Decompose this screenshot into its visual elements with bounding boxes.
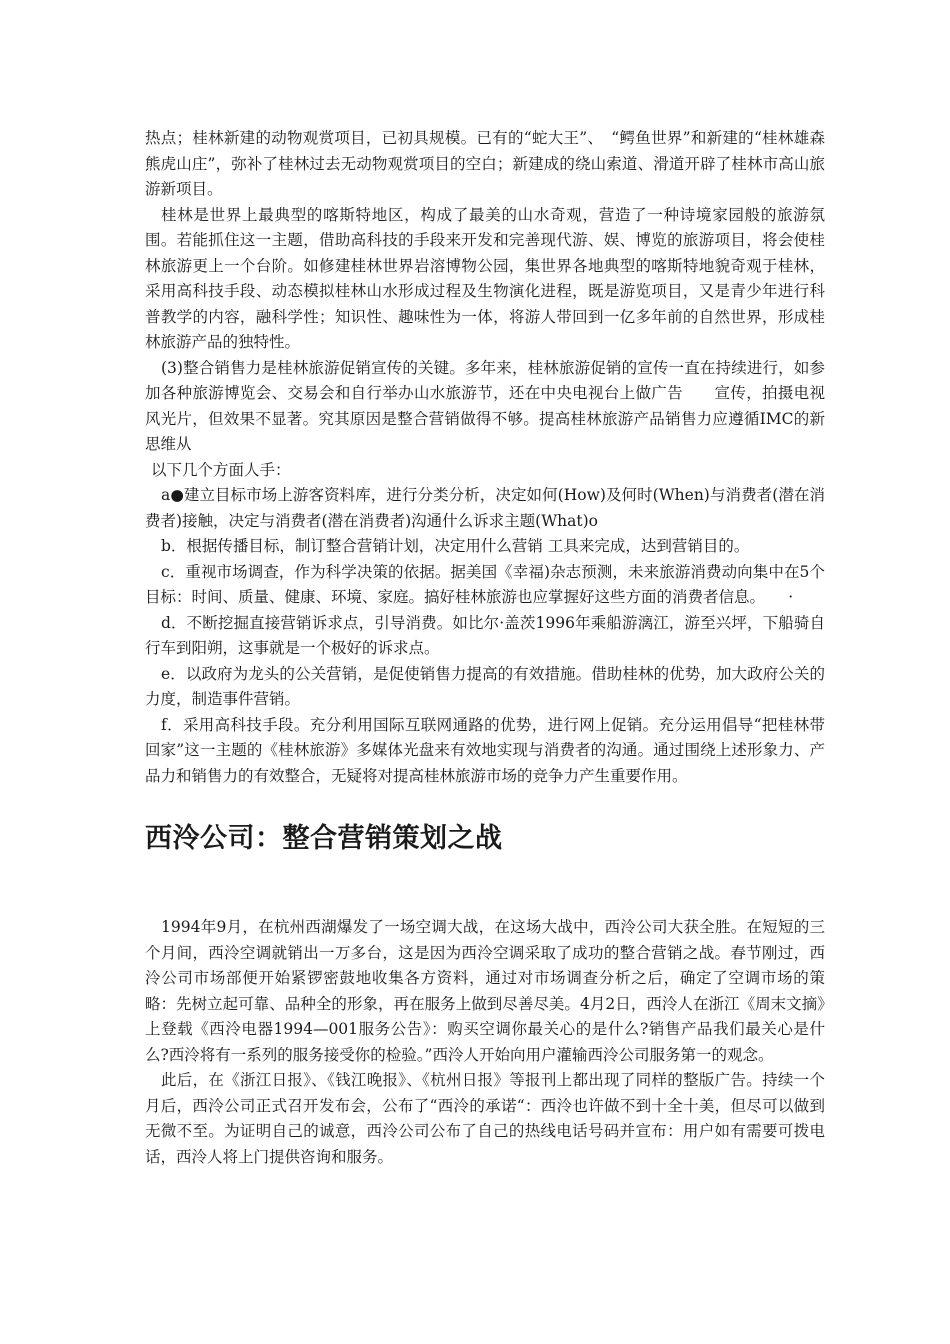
paragraph: 热点；桂林新建的动物观赏项目，已初具规模。已有的“蛇大王”、 “鳄鱼世界”和新建的“桂林雄森熊虎山庄”，弥补了桂林过去无动物观赏项目的空白；新建成的绕山索道、滑道开辟了桂林市高山旅游新项目。 — [145, 129, 825, 198]
paragraph: (3)整合销售力是桂林旅游促销宣传的关键。多年来，桂林旅游促销的宣传一直在持续进行，如参加各种旅游博览会、交易会和自行举办山水旅游节，还在中央电视台上做广告 宣传，拍摄电视风光片，但效果不显著。究其原因是整合营销做得不够。提高桂林旅游产品销售力应遵循IMC的新思维从 — [145, 358, 825, 453]
paragraph: 此后，在《浙江日报》、《钱江晚报》、《杭州日报》等报刊上都出现了同样的整版广告。持续一个月后，西泠公司正式召开发布会，公布了“西泠的承诺“：西泠也许做不到十全十美，但尽可以做到无微不至。为证明自己的诚意，西泠公司公布了自己的热线电话号码并宣布：用户如有需要可拨电话，西泠人将上门提供咨询和服务。 — [145, 1071, 825, 1166]
list-item: c．重视市场调查，作为科学决策的依据。据美国《幸福)杂志预测，未来旅游消费动向集中在5个目标：时间、质量、健康、环境、家庭。搞好桂林旅游也应掌握好这些方面的消费者信息。 · — [145, 562, 825, 606]
section-title: 西泠公司：整合营销策划之战 — [145, 823, 503, 854]
document-body — [145, 126, 825, 1170]
list-item: b．根据传播目标，制订整合营销计划，决定用什么营销 工具来完成，达到营销目的。 — [161, 537, 750, 555]
paragraph: 桂林是世界上最典型的喀斯特地区，构成了最美的山水奇观，营造了一种诗境家园般的旅游氛围。若能抓住这一主题，借助高科技的手段来开发和完善现代游、娱、博览的旅游项目，将会使桂林旅游更上一个台阶。如修建桂林世界岩溶博物公园，集世界各地典型的喀斯特地貌奇观于桂林，采用高科技手段、动态模拟桂林山水形成过程及生物演化进程，既是游览项目，又是青少年进行科普教学的内容，融科学性；知识性、趣味性为一体，将游人带回到一亿多年前的自然世界，形成桂林旅游产品的独特性。 — [145, 205, 825, 351]
list-item: f．采用高科技手段。充分利用国际互联网通路的优势，进行网上促销。充分运用倡导“把桂林带回家”这一主题的《桂林旅游》多媒体光盘来有效地实现与消费者的沟通。通过围绕上述形象力、产品力和销售力的有效整合，无疑将对提高桂林旅游市场的竞争力产生重要作用。 — [145, 715, 825, 785]
list-item: a●建立目标市场上游客资料库，进行分类分析，决定如何(How)及何时(When)与消费者(潜在消费者)接触，决定与消费者(潜在消费者)沟通什么诉求主题(What)o — [145, 486, 825, 530]
paragraph: 以下几个方面人手： — [151, 460, 291, 479]
paragraph: 1994年9月，在杭州西湖爆发了一场空调大战，在这场大战中，西泠公司大获全胜。在短短的三个月间，西泠空调就销出一万多台，这是因为西泠空调采取了成功的整合营销之战。春节刚过，西泠公司市场部便开始紧锣密鼓地收集各方资料，通过对市场调查分析之后，确定了空调市场的策略：先树立起可靠、品种全的形象，再在服务上做到尽善尽美。4月2日，西泠人在浙江《周末文摘》上登载《西泠电器1994—001服务公告》：购买空调你最关心的是什么?销售产品我们最关心是什么?西泠将有一系列的服务接受你的检验。”西泠人开始向用户灌输西泠公司服务第一的观念。 — [145, 918, 825, 1064]
spacer — [145, 857, 825, 915]
list-item: d．不断挖掘直接营销诉求点，引导消费。如比尔·盖茨1996年乘船游漓江，游至兴坪，下船骑自行车到阳朔，这事就是一个极好的诉求点。 — [145, 613, 825, 657]
list-item: e．以政府为龙头的公关营销，是促使销售力提高的有效措施。借助桂林的优势，加大政府公关的力度，制造事件营销。 — [145, 664, 825, 708]
